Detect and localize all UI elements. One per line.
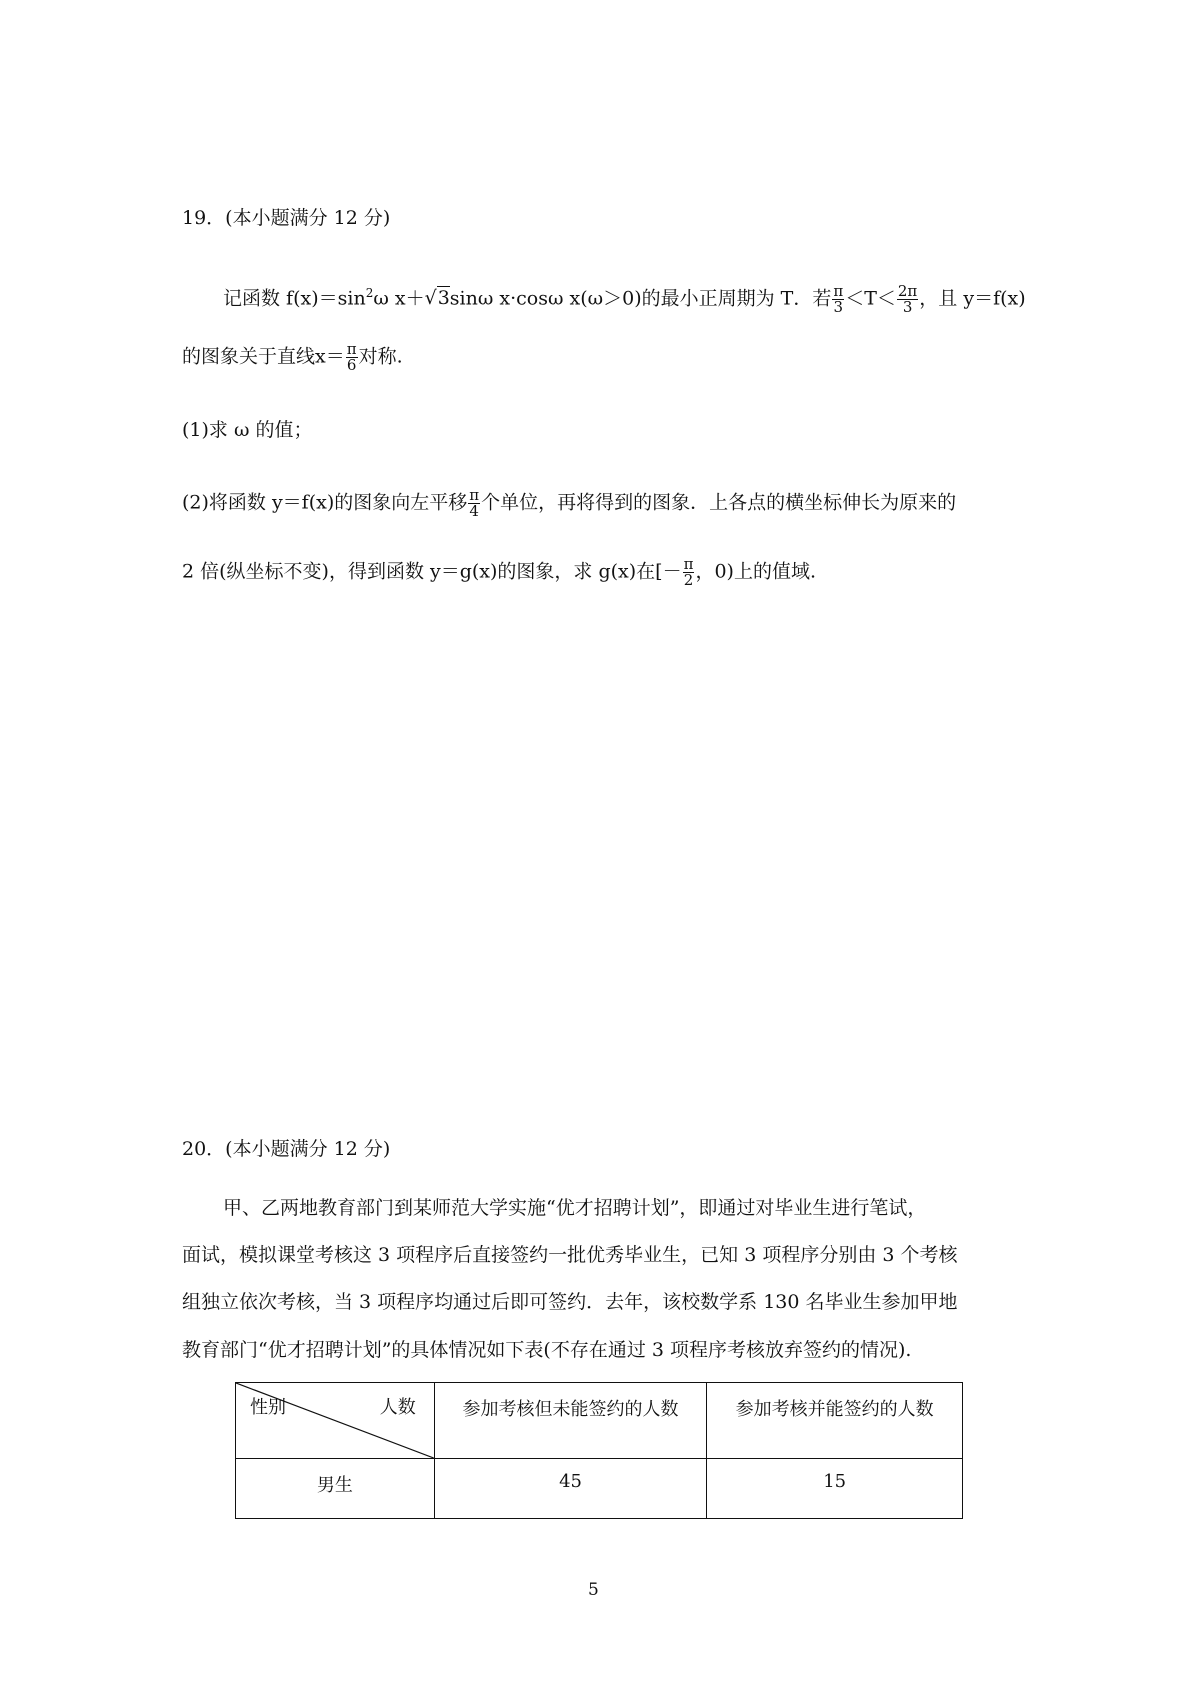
fraction: $\frac{\pi}{4}$: [469, 486, 480, 520]
q20-line-2: 面试，模拟课堂考核这 3 项程序后直接签约一批优秀毕业生，已知 3 项程序分别由 3 个考核: [182, 1244, 958, 1266]
q20-line-4: 教育部门“优才招聘计划”的具体情况如下表(不存在通过 3 项程序考核放弃签约的情况).: [182, 1339, 912, 1361]
q19-part-2-continued: 2 倍(纵坐标不变)，得到函数 y＝g(x)的图象，求 g(x)在[－ $\frac{\pi}{2}$ ，0)上的值域.: [182, 555, 816, 589]
q20-line-3: 组独立依次考核，当 3 项程序均通过后即可签约．去年，该校数学系 130 名毕业生参加甲地: [182, 1291, 958, 1313]
q19-paragraph-1: 记函数 $f(x)=\sin^2\omega$ x＋√3sinω x·cosω x(ω＞0)的最小正周期为 T．若 $\frac{\pi}{3}$ ＜T＜ $\frac{2\pi}{3}$ ，且 y＝f(x): [223, 281, 1026, 316]
q19-header: 19．(本小题满分 12 分): [182, 207, 391, 229]
table-header-row: [236, 1383, 963, 1459]
signing-table: [235, 1382, 963, 1519]
corner-label-count: 人数: [379, 1397, 416, 1418]
q20-header: 20．(本小题满分 12 分): [182, 1138, 391, 1160]
column-header-unsigned: 参加考核但未能签约的人数: [434, 1383, 707, 1459]
q19-paragraph-2: 的图象关于直线x＝ $\frac{\pi}{6}$ 对称.: [182, 340, 403, 374]
column-header-signed: 参加考核并能签约的人数: [707, 1383, 963, 1459]
fraction: $\frac{\pi}{3}$: [833, 281, 844, 316]
row-label: 男生: [236, 1459, 435, 1519]
diagonal-header-cell: [236, 1383, 435, 1459]
corner-label-gender: 性别: [250, 1397, 286, 1418]
q19-part-1: (1)求 ω 的值；: [182, 419, 313, 441]
fraction: $\frac{2\pi}{3}$: [897, 281, 918, 316]
sqrt-symbol: √3: [424, 287, 450, 310]
fraction: $\frac{\pi}{2}$: [683, 555, 694, 589]
cell-signed: 15: [707, 1459, 963, 1519]
q19-part-2: (2)将函数 y＝f(x)的图象向左平移 $\frac{\pi}{4}$ 个单位，再将得到的图象．上各点的横坐标伸长为原来的: [182, 486, 957, 520]
q20-line-1: 甲、乙两地教育部门到某师范大学实施“优才招聘计划”，即通过对毕业生进行笔试，: [223, 1197, 927, 1219]
table-row: [236, 1459, 963, 1519]
fraction: $\frac{\pi}{6}$: [346, 340, 357, 374]
page-number: 5: [588, 1580, 599, 1600]
cell-unsigned: 45: [434, 1459, 707, 1519]
